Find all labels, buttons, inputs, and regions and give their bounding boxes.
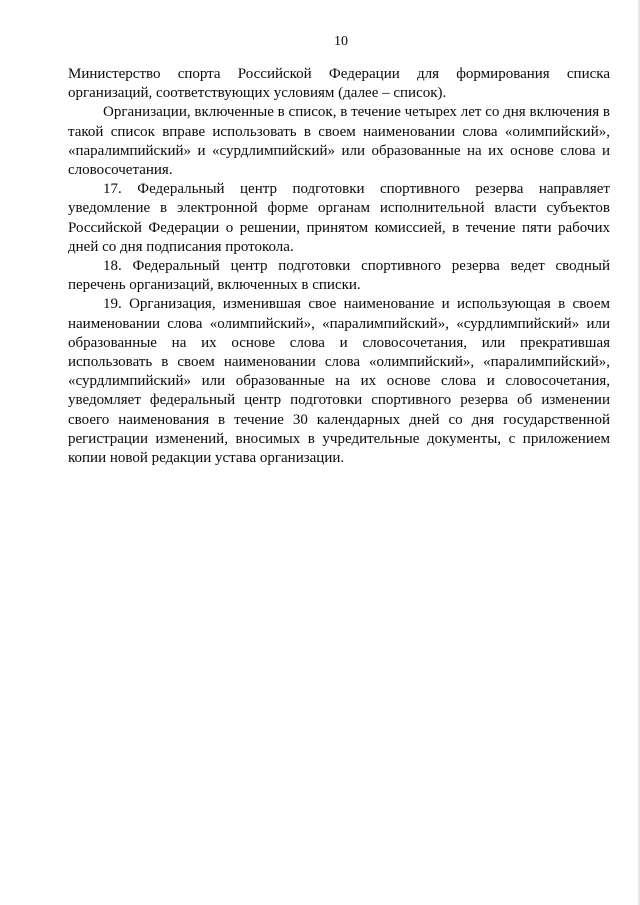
paragraph-item-17: 17. Федеральный центр подготовки спортивного резерва направляет уведомление в электронной форме органам исполнительной власти субъектов Российской Федерации о решении, принятом комиссией, в течение пяти рабочих дней со дня подписания протокола. <box>68 181 610 255</box>
page-number: 10 <box>334 34 348 49</box>
paragraph-continuation: Министерство спорта Российской Федерации для формирования списка организаций, соответствующих условиям (далее – список). <box>68 66 610 102</box>
paragraph-item-19: 19. Организация, изменившая свое наименование и использующая в своем наименовании слова «олимпийский», «паралимпийский», «сурдлимпийский» или образованные на их основе слова и словосочетания, или прекратившая использовать в своем наименовании слова «олимпийский», «паралимпийский», «сурдлимпийский» или образованные на их основе слова и словосочетания, уведомляет федеральный центр подготовки спортивного резерва об изменении своего наименования в течение 30 календарных дней со дня государственной регистрации изменений, вносимых в учредительные документы, с приложением копии новой редакции устава организации. <box>68 296 610 467</box>
paragraph-organizations-usage: Организации, включенные в список, в течение четырех лет со дня включения в такой список вправе использовать в своем наименовании слова «олимпийский», «паралимпийский» и «сурдлимпийский» или образованные на их основе слова и словосочетания. <box>68 104 610 179</box>
paragraph-item-18: 18. Федеральный центр подготовки спортивного резерва ведет сводный перечень организаций, включенных в списки. <box>68 258 610 294</box>
